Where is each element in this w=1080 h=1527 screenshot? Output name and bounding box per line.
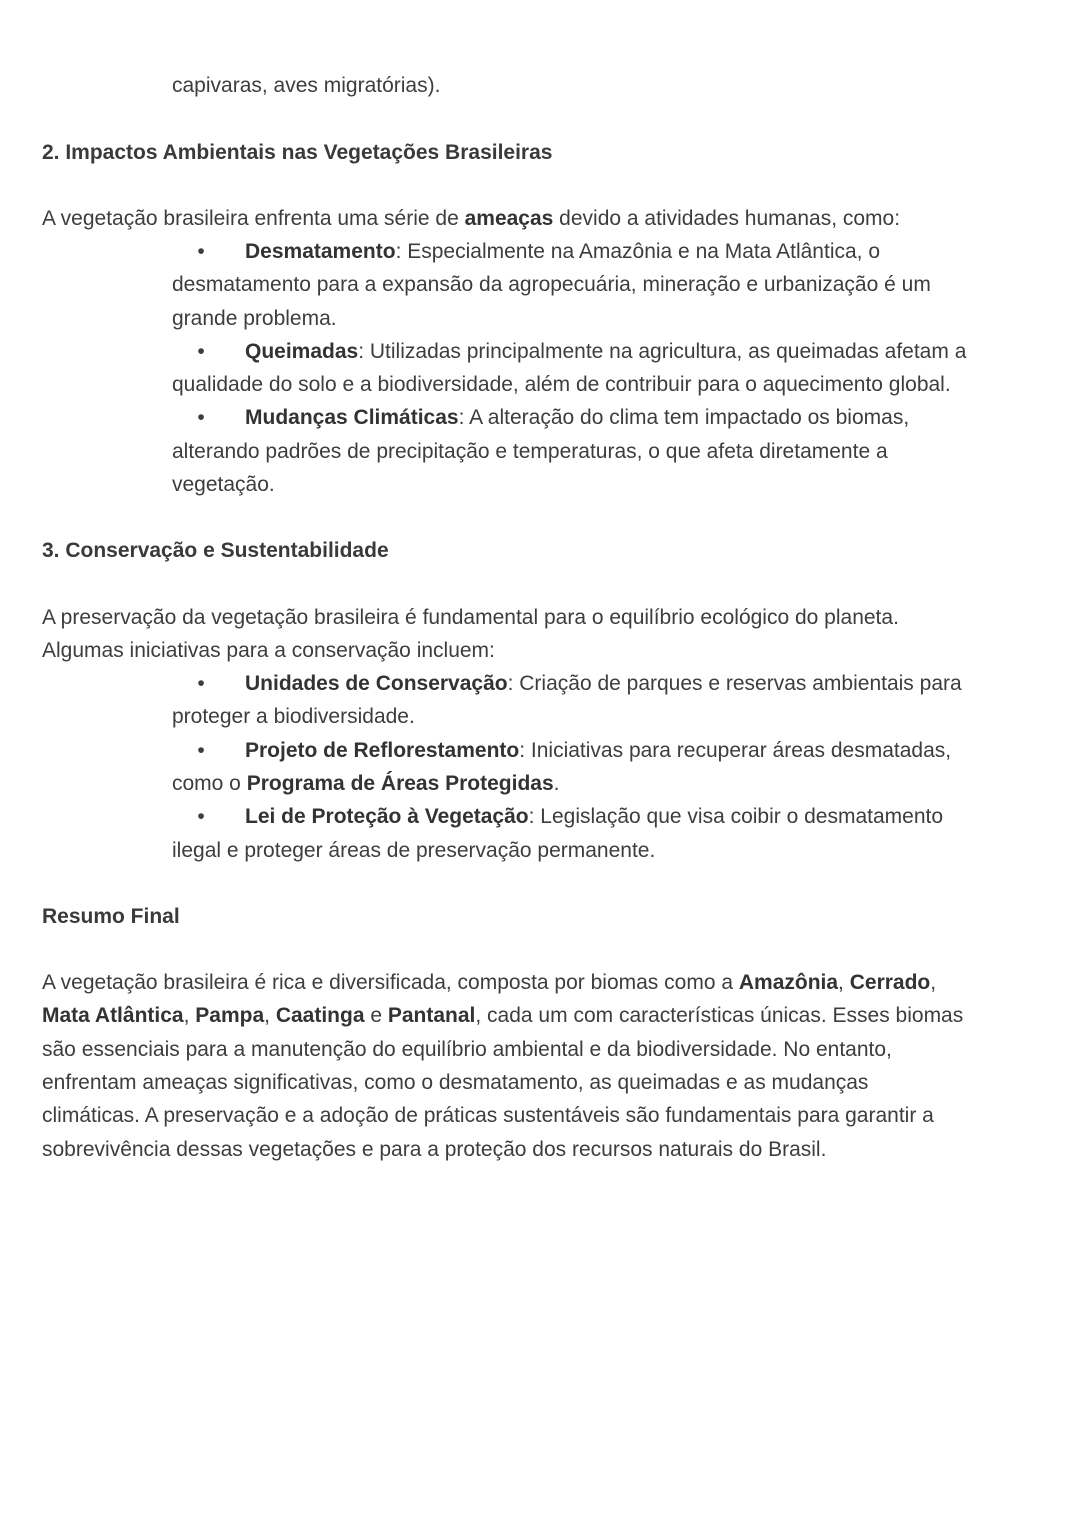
summary-line: climáticas. A preservação e a adoção de práticas sustentáveis são fundamentais para garantir a xyxy=(42,1104,934,1127)
section-2-intro xyxy=(42,202,900,235)
list-item-line: proteger a biodiversidade. xyxy=(172,705,415,728)
separator: , xyxy=(838,971,850,994)
list-item-text: : Iniciativas para recuperar áreas desmatadas, xyxy=(519,739,952,762)
intro-tail: capivaras, aves migratórias). xyxy=(172,74,441,97)
intro-text: A vegetação brasileira enfrenta uma série de xyxy=(42,207,465,230)
summary-line: enfrentam ameaças significativas, como o desmatamento, as queimadas e as mudanças xyxy=(42,1071,869,1094)
list-item-text: : Legislação que visa coibir o desmatamento xyxy=(528,805,944,828)
separator: , xyxy=(264,1004,276,1027)
list-item-line xyxy=(245,800,943,833)
summary-text: A vegetação brasileira é rica e diversificada, composta por biomas como a xyxy=(42,971,739,994)
list-item-line: desmatamento para a expansão da agropecuária, mineração e urbanização é um xyxy=(172,273,931,296)
intro-bold: ameaças xyxy=(464,207,554,230)
list-item-line: qualidade do solo e a biodiversidade, além de contribuir para o aquecimento global. xyxy=(172,373,951,396)
section-3-intro-line: Algumas iniciativas para a conservação incluem: xyxy=(42,639,495,662)
section-3-heading: 3. Conservação e Sustentabilidade xyxy=(42,539,389,562)
list-item-text: . xyxy=(553,772,560,795)
list-item-term: Queimadas xyxy=(245,340,359,363)
summary-line: sobrevivência dessas vegetações e para a proteção dos recursos naturais do Brasil. xyxy=(42,1138,827,1161)
bullet-icon: • xyxy=(197,739,205,762)
separator: , xyxy=(930,971,937,994)
biome-pantanal: Pantanal xyxy=(387,1004,476,1027)
list-item-term: Desmatamento xyxy=(245,240,396,263)
separator: e xyxy=(364,1004,388,1027)
biome-pampa: Pampa xyxy=(195,1004,265,1027)
list-item-text: : Criação de parques e reservas ambientais para xyxy=(507,672,962,695)
list-item-line xyxy=(245,401,909,434)
summary-line: são essenciais para a manutenção do equilíbrio ambiental e da biodiversidade. No entanto, xyxy=(42,1038,892,1061)
list-item-line xyxy=(245,235,880,268)
biome-amazonia: Amazônia xyxy=(738,971,839,994)
list-item-line: ilegal e proteger áreas de preservação permanente. xyxy=(172,839,656,862)
list-item-term: Unidades de Conservação xyxy=(245,672,508,695)
list-item-text: : A alteração do clima tem impactado os biomas, xyxy=(458,406,910,429)
summary-text: , cada um com características únicas. Esses biomas xyxy=(475,1004,964,1027)
list-item-line: alterando padrões de precipitação e temperaturas, o que afeta diretamente a xyxy=(172,440,888,463)
section-2-heading: 2. Impactos Ambientais nas Vegetações Brasileiras xyxy=(42,141,553,164)
bullet-icon: • xyxy=(197,672,205,695)
bullet-icon: • xyxy=(197,406,205,429)
summary-heading: Resumo Final xyxy=(42,905,180,928)
list-item-line: vegetação. xyxy=(172,473,275,496)
program-name: Programa de Áreas Protegidas xyxy=(246,772,554,795)
biome-mata-atlantica: Mata Atlântica xyxy=(42,1004,184,1027)
separator: , xyxy=(183,1004,196,1027)
intro-text: devido a atividades humanas, como: xyxy=(553,207,901,230)
list-item-text: como o xyxy=(172,772,247,795)
list-item-line xyxy=(245,335,966,368)
list-item-line: grande problema. xyxy=(172,307,337,330)
summary-line xyxy=(42,966,936,999)
bullet-icon: • xyxy=(197,340,205,363)
list-item-line xyxy=(245,667,962,700)
list-item-text: : Especialmente na Amazônia e na Mata Atlântica, o xyxy=(395,240,881,263)
section-3-intro-line: A preservação da vegetação brasileira é fundamental para o equilíbrio ecológico do planeta. xyxy=(42,606,899,629)
list-item-text: : Utilizadas principalmente na agricultura, as queimadas afetam a xyxy=(358,340,967,363)
biome-cerrado: Cerrado xyxy=(849,971,931,994)
list-item-term: Projeto de Reflorestamento xyxy=(245,739,520,762)
biome-caatinga: Caatinga xyxy=(275,1004,365,1027)
list-item-term: Lei de Proteção à Vegetação xyxy=(245,805,529,828)
bullet-icon: • xyxy=(197,805,205,828)
bullet-icon: • xyxy=(197,240,205,263)
list-item-term: Mudanças Climáticas xyxy=(245,406,459,429)
list-item-line xyxy=(172,767,560,800)
list-item-line xyxy=(245,734,951,767)
summary-line xyxy=(42,999,963,1032)
